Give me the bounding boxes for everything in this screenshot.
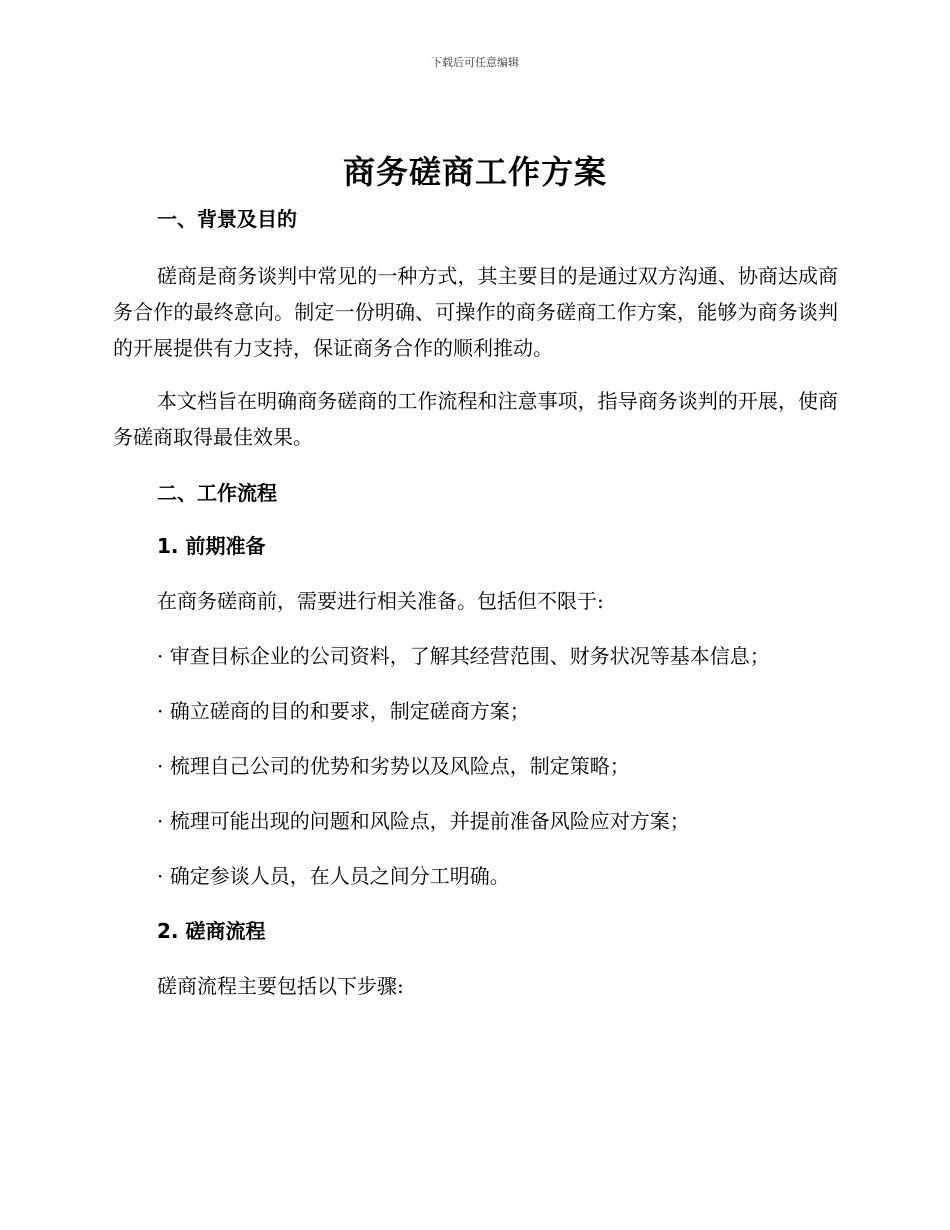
document-body xyxy=(113,204,838,1001)
section-heading-background: 一、背景及目的 xyxy=(157,207,297,231)
list-item: · 梳理可能出现的问题和风险点，并提前准备风险应对方案； xyxy=(157,809,690,833)
list-item: · 审查目标企业的公司资料，了解其经营范围、财务状况等基本信息； xyxy=(157,644,770,668)
paragraph-background-1: 磋商是商务谈判中常见的一种方式，其主要目的是通过双方沟通、协商达成商务合作的最终意向。制定一份明确、可操作的商务磋商工作方案，能够为商务谈判的开展提供有力支持，保证商务合作的顺利推动。 xyxy=(113,264,838,360)
subsection-heading-preparation: 1. 前期准备 xyxy=(157,534,266,558)
paragraph-background-2: 本文档旨在明确商务磋商的工作流程和注意事项，指导商务谈判的开展，使商务磋商取得最佳效果。 xyxy=(113,389,838,449)
process-intro: 磋商流程主要包括以下步骤: xyxy=(157,974,404,998)
subsection-heading-process: 2. 磋商流程 xyxy=(157,919,266,943)
header-note: 下载后可任意编辑 xyxy=(431,56,519,69)
list-item: · 确立磋商的目的和要求，制定磋商方案； xyxy=(157,699,530,723)
preparation-intro: 在商务磋商前，需要进行相关准备。包括但不限于: xyxy=(157,589,604,613)
section-heading-workflow: 二、工作流程 xyxy=(157,481,277,505)
document-title: 商务磋商工作方案 xyxy=(342,153,607,191)
list-item: · 梳理自己公司的优势和劣势以及风险点，制定策略； xyxy=(157,754,630,778)
list-item: · 确定参谈人员，在人员之间分工明确。 xyxy=(157,864,510,888)
